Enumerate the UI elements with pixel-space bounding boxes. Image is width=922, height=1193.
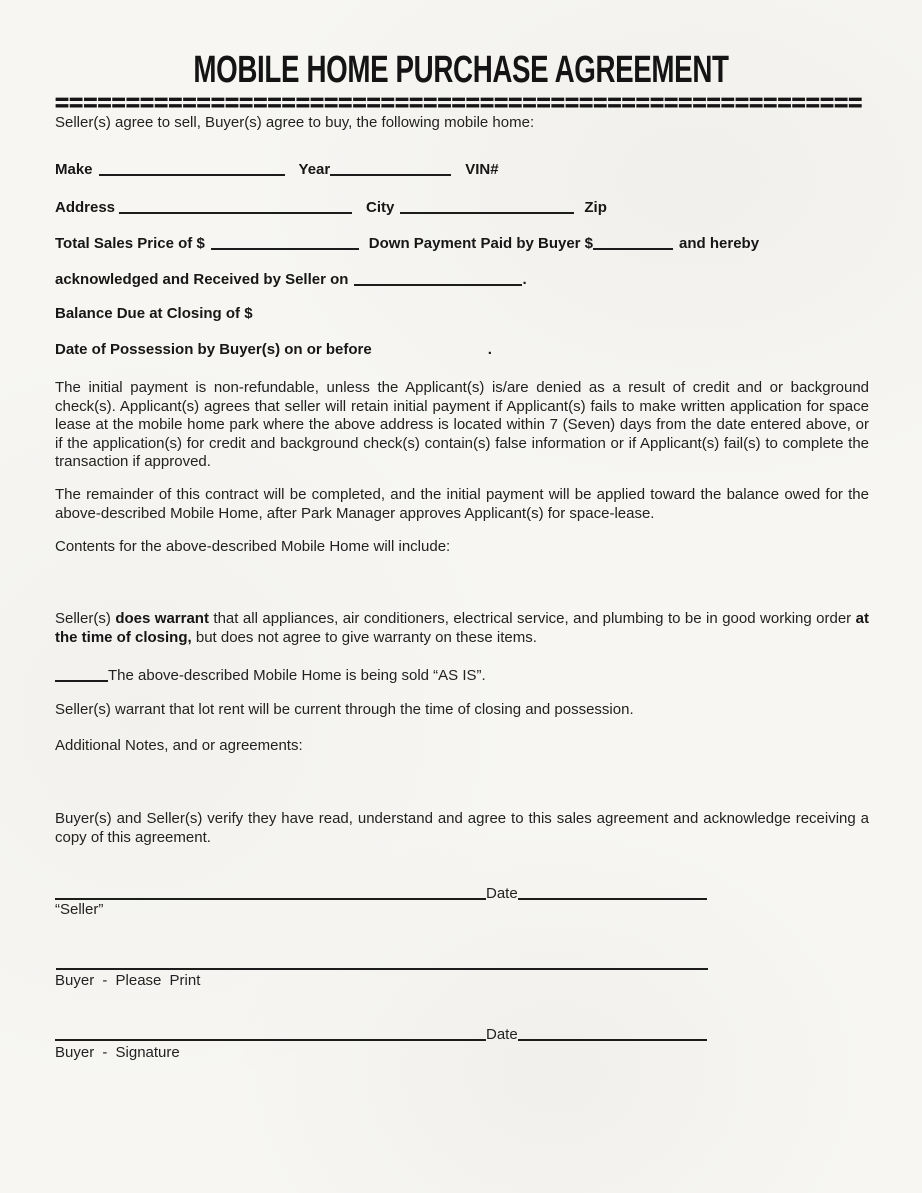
possession-row <box>55 341 492 359</box>
seller-date-blank-line <box>518 884 707 900</box>
seller-signature-blank-line <box>55 884 486 900</box>
down-payment-blank-line <box>593 234 673 250</box>
acknowledged-row <box>55 268 527 289</box>
buyer-print-caption: Buyer - Please Print <box>55 972 201 989</box>
address-city-zip-row <box>55 196 607 217</box>
document-title: MOBILE HOME PURCHASE AGREEMENT <box>193 49 729 91</box>
as-is-text: The above-described Mobile Home is being sold “AS IS”. <box>108 667 486 684</box>
buyer-signature-caption: Buyer - Signature <box>55 1044 180 1061</box>
and-hereby-label: and hereby <box>679 235 760 252</box>
sales-price-row <box>55 232 759 253</box>
balance-due-row <box>55 305 253 323</box>
acknowledged-period: . <box>522 271 527 288</box>
as-is-initials-blank-line <box>55 666 108 682</box>
possession-label: Date of Possession by Buyer(s) on or before <box>55 341 372 358</box>
down-payment-label: Down Payment Paid by Buyer $ <box>368 235 594 252</box>
warranty-bold-time-of-closing: at the time of closing, <box>55 610 869 646</box>
make-blank-line <box>99 160 285 176</box>
initial-payment-paragraph: The initial payment is non-refundable, unless the Applicant(s) is/are denied as a result of credit and or background check(s). Applicant(s) agrees that seller will retain initial payment if Applicant(s) fails to make written application for space lease at the mobile home park where the above address is located within 7 (Seven) days from the date entered above, or if the application(s) for credit and background check(s) contain(s) false information or if Applicant(s) fail(s) to complete the transaction if approved. <box>55 379 869 470</box>
balance-due-label: Balance Due at Closing of $ <box>55 305 253 322</box>
year-label: Year <box>298 161 331 178</box>
address-blank-line <box>119 198 352 214</box>
additional-notes-line: Additional Notes, and or agreements: <box>55 737 303 754</box>
warranty-text-post: but does not agree to give warranty on these items. <box>191 628 537 646</box>
buyer-date-label: Date <box>486 1026 518 1043</box>
remainder-paragraph: The remainder of this contract will be completed, and the initial payment will be applied toward the balance owed for the above-described Mobile Home, after Park Manager approves Applicant(s) for space-lease. <box>55 486 869 522</box>
lot-rent-line: Seller(s) warrant that lot rent will be current through the time of closing and possession. <box>55 701 634 718</box>
verification-paragraph: Buyer(s) and Seller(s) verify they have read, understand and agree to this sales agreement and acknowledge receiving a copy of this agreement. <box>55 810 869 846</box>
divider-equals-rule: ========================================================= <box>55 92 863 116</box>
warranty-paragraph <box>55 610 869 647</box>
contents-line: Contents for the above-described Mobile Home will include: <box>55 538 451 555</box>
buyer-signature-row <box>55 1023 707 1044</box>
buyer-signature-blank-line <box>55 1025 486 1041</box>
seller-signature-row <box>55 882 707 903</box>
as-is-row <box>55 664 486 685</box>
year-blank-line <box>330 160 451 176</box>
warranty-text-pre: Seller(s) <box>55 610 116 627</box>
acknowledged-label: acknowledged and Received by Seller on <box>55 271 349 288</box>
possession-period: . <box>487 341 492 358</box>
seller-caption: “Seller” <box>55 901 104 918</box>
zip-label: Zip <box>584 199 607 216</box>
total-sales-price-blank-line <box>211 234 359 250</box>
warranty-bold-does-warrant: does warrant <box>115 610 209 627</box>
city-label: City <box>366 199 395 216</box>
warranty-text-mid: that all appliances, air conditioners, electrical service, and plumbing to be in good working order <box>208 610 856 627</box>
address-label: Address <box>55 199 116 216</box>
buyer-print-blank-line <box>56 952 708 970</box>
vin-label: VIN# <box>465 161 499 178</box>
acknowledged-date-blank-line <box>354 270 522 286</box>
total-sales-price-label: Total Sales Price of $ <box>55 235 205 252</box>
make-year-vin-row <box>55 158 499 179</box>
city-blank-line <box>400 198 574 214</box>
seller-date-label: Date <box>486 885 518 902</box>
intro-line: Seller(s) agree to sell, Buyer(s) agree to buy, the following mobile home: <box>55 114 535 131</box>
buyer-date-blank-line <box>518 1025 707 1041</box>
make-label: Make <box>55 161 93 178</box>
